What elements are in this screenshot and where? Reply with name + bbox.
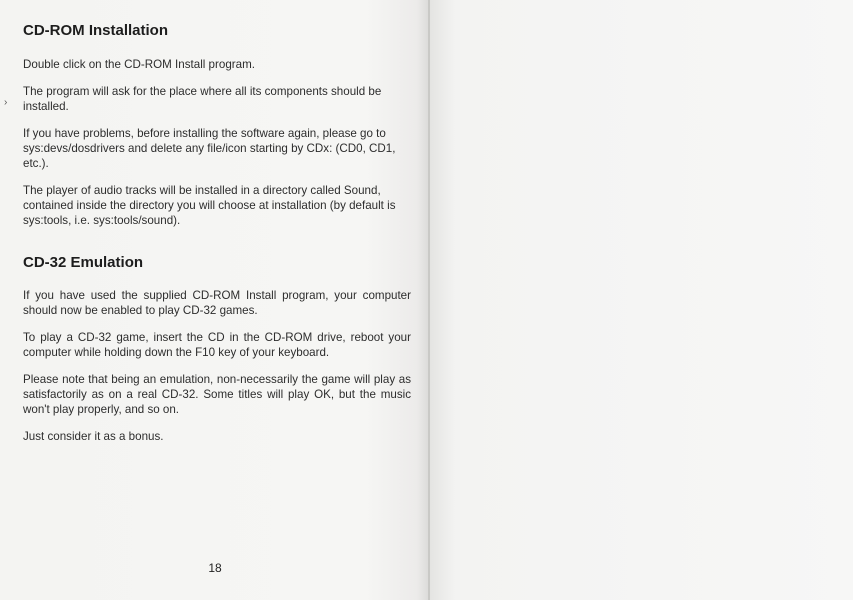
paragraph-install-location: The program will ask for the place where all its components should be installed. — [23, 85, 382, 113]
heading-cd32-emulation: CD-32 Emulation — [23, 254, 144, 271]
paragraph-bonus: Just consider it as a bonus. — [23, 430, 164, 443]
margin-pen-mark: › — [4, 97, 8, 108]
paragraph-double-click: Double click on the CD-ROM Install program. — [23, 58, 255, 71]
page-number: 18 — [208, 561, 222, 575]
paragraph-supplied-program: If you have used the supplied CD-ROM Install program, your computer should now be enabled to play CD-32 games. — [23, 289, 411, 317]
right-page-blank — [430, 0, 853, 600]
paragraph-audio-player: The player of audio tracks will be installed in a directory called Sound, contained inside the directory you will choose at installation (by default is sys:tools, i.e. sys:tools/sound). — [23, 184, 396, 227]
heading-cdrom-installation: CD-ROM Installation — [23, 22, 168, 39]
page-content — [23, 22, 411, 444]
paragraph-emulation-note: Please note that being an emulation, non-necessarily the game will play as satisfactorily as on a real CD-32. Some titles will play OK, but the music won't play properly, and so on. — [23, 373, 411, 416]
paragraph-play-game: To play a CD-32 game, insert the CD in the CD-ROM drive, reboot your computer while holding down the F10 key of your keyboard. — [23, 331, 411, 359]
paragraph-problems: If you have problems, before installing the software again, please go to sys:devs/dosdrivers and delete any file/icon starting by CDx: (CD0, CD1, etc.). — [23, 127, 396, 170]
